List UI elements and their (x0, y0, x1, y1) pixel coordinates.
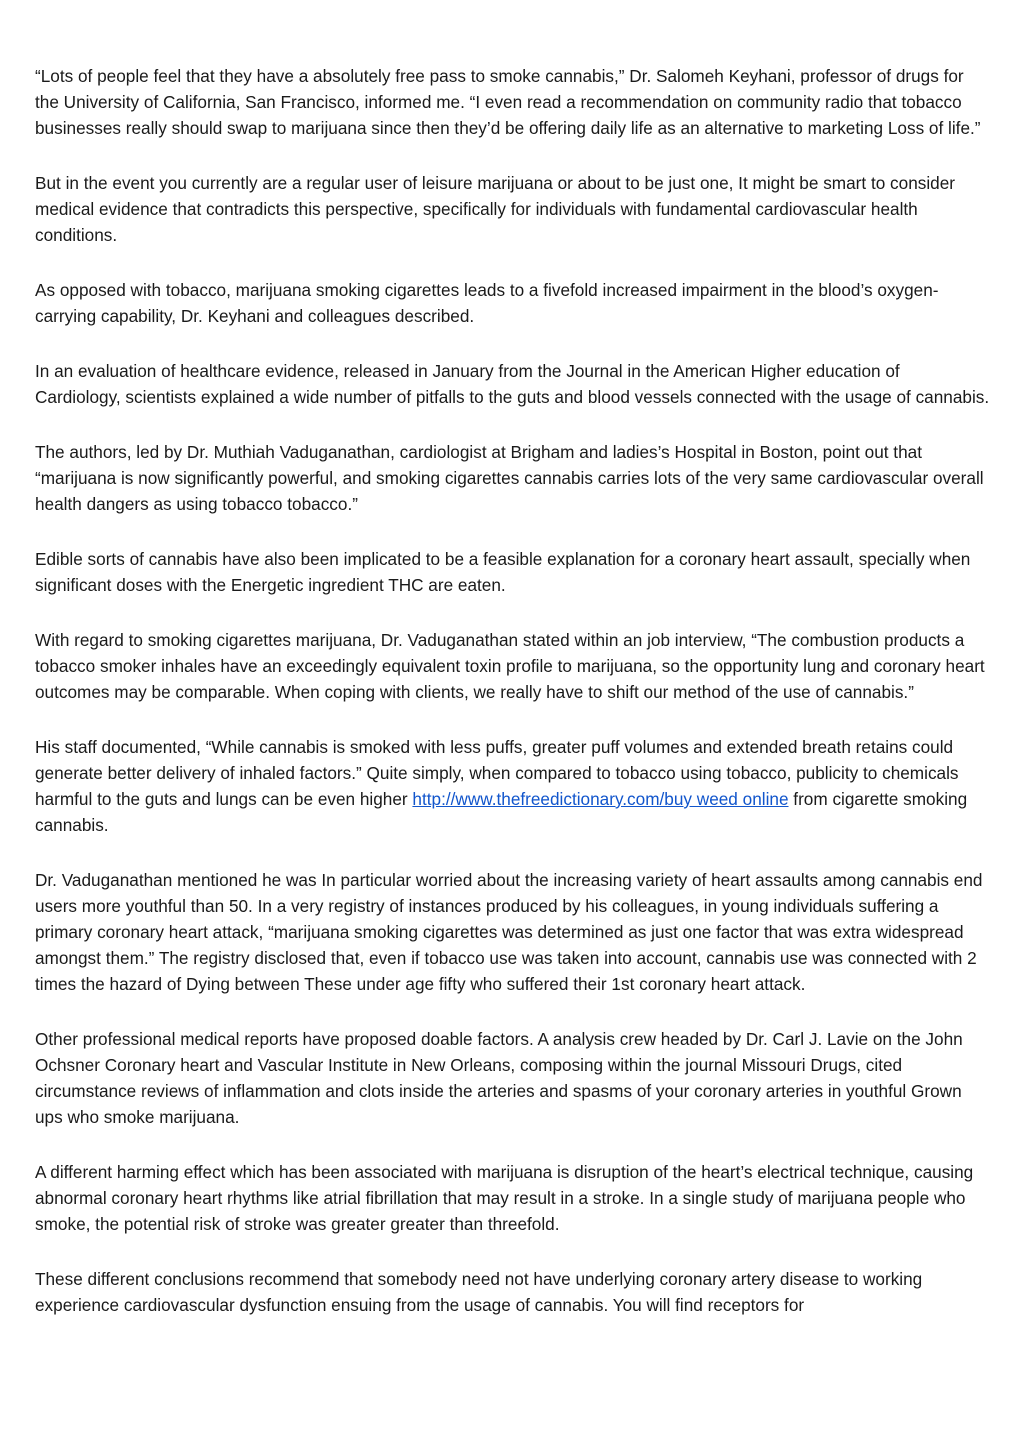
paragraph-10: Other professional medical reports have proposed doable factors. A analysis crew headed by Dr. Carl J. Lavie on the John Ochsner Coronary heart and Vascular Institute in New Orleans, composing within the journal Missouri Drugs, cited circumstance reviews of inflammation and clots inside the arteries and spasms of your coronary arteries in youthful Grown ups who smoke marijuana. (35, 1029, 963, 1127)
document-body (35, 63, 990, 1347)
paragraph-8-text-after: from cigarette smoking cannabis. (35, 789, 968, 835)
paragraph-1: “Lots of people feel that they have a absolutely free pass to smoke cannabis,” Dr. Salomeh Keyhani, professor of drugs for the University of California, San Francisco, informed me. “I even read a recommendation on community radio that tobacco businesses really should swap to marijuana since then they’d be offering daily life as an alternative to marketing Loss of life.” (35, 66, 981, 138)
paragraph-3: As opposed with tobacco, marijuana smoking cigarettes leads to a fivefold increased impairment in the blood’s oxygen-carrying capability, Dr. Keyhani and colleagues described. (35, 280, 939, 326)
paragraph-8-with-link (35, 734, 990, 838)
paragraph-9: Dr. Vaduganathan mentioned he was In particular worried about the increasing variety of heart assaults among cannabis end users more youthful than 50. In a very registry of instances produced by his colleagues, in young individuals suffering a primary coronary heart attack, “marijuana smoking cigarettes was determined as just one factor that was extra widespread amongst them.” The registry disclosed that, even if tobacco use was taken into account, cannabis use was connected with 2 times the hazard of Dying between These under age fifty who suffered their 1st coronary heart attack. (35, 870, 983, 994)
paragraph-4: In an evaluation of healthcare evidence, released in January from the Journal in the American Higher education of Cardiology, scientists explained a wide number of pitfalls to the guts and blood vessels connected with the usage of cannabis. (35, 361, 990, 407)
paragraph-8-text-before: His staff documented, “While cannabis is smoked with less puffs, greater puff volumes and extended breath retains could generate better delivery of inhaled factors.” Quite simply, when compared to tobacco using tobacco, publicity to chemicals harmful to the guts and lungs can be even higher (35, 737, 959, 809)
paragraph-12: These different conclusions recommend that somebody need not have underlying coronary artery disease to working experience cardiovascular dysfunction ensuing from the usage of cannabis. You will find receptors for (35, 1269, 923, 1315)
paragraph-6: Edible sorts of cannabis have also been implicated to be a feasible explanation for a coronary heart assault, specially when significant doses with the Energetic ingredient THC are eaten. (35, 549, 971, 595)
paragraph-5: The authors, led by Dr. Muthiah Vaduganathan, cardiologist at Brigham and ladies’s Hospital in Boston, point out that “marijuana is now significantly powerful, and smoking cigarettes cannabis carries lots of the very same cardiovascular overall health dangers as using tobacco tobacco.” (35, 442, 984, 514)
external-link[interactable]: http://www.thefreedictionary.com/buy weed online (412, 789, 789, 809)
paragraph-2: But in the event you currently are a regular user of leisure marijuana or about to be just one, It might be smart to consider medical evidence that contradicts this perspective, specifically for individuals with fundamental cardiovascular health conditions. (35, 173, 956, 245)
paragraph-11: A different harming effect which has been associated with marijuana is disruption of the heart’s electrical technique, causing abnormal coronary heart rhythms like atrial fibrillation that may result in a stroke. In a single study of marijuana people who smoke, the potential risk of stroke was greater greater than threefold. (35, 1162, 974, 1234)
paragraph-7: With regard to smoking cigarettes marijuana, Dr. Vaduganathan stated within an job interview, “The combustion products a tobacco smoker inhales have an exceedingly equivalent toxin profile to marijuana, so the opportunity lung and coronary heart outcomes may be comparable. When coping with clients, we really have to shift our method of the use of cannabis.” (35, 630, 985, 702)
